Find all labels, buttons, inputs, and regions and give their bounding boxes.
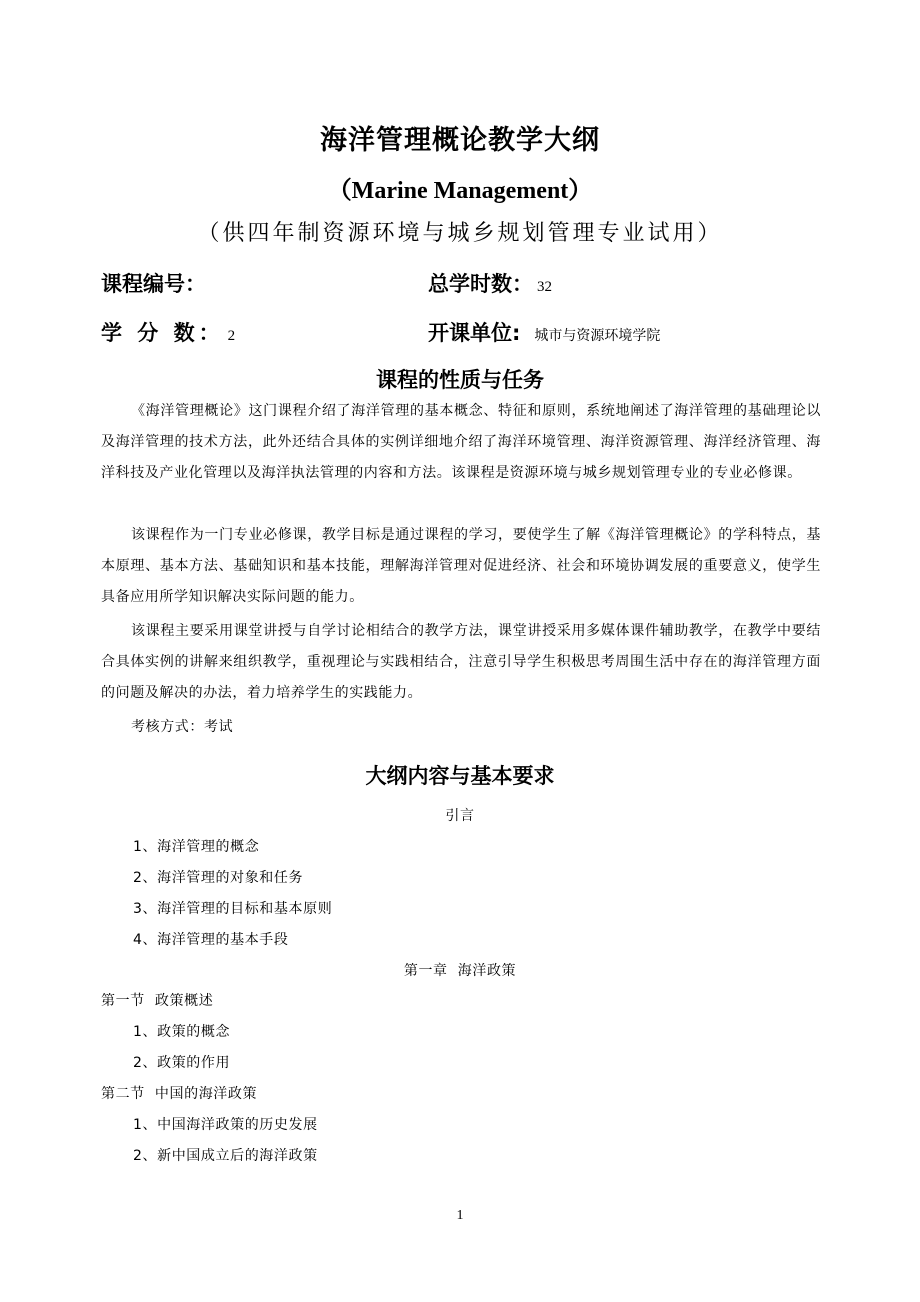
list-item: 2、海洋管理的对象和任务 (133, 870, 304, 886)
credits-label: 学 分 数： (101, 321, 224, 345)
exam-method: 考核方式：考试 (131, 719, 234, 735)
paragraph-3: 该课程主要采用课堂讲授与自学讨论相结合的教学方法，课堂讲授采用多媒体课件辅助教学，在教学中要结合具体实例的讲解来组织教学，重视理论与实践相结合，注意引导学生积极思考周围生活中存在的海洋管理方面的问题及解决的办法，着力培养学生的实践能力。 (101, 623, 821, 701)
list-item: 1、政策的概念 (133, 1024, 231, 1040)
paragraph-2: 该课程作为一门专业必修课，教学目标是通过课程的学习，要使学生了解《海洋管理概论》的学科特点，基本原理、基本方法、基础知识和基本技能，理解海洋管理对促进经济、社会和环境协调发展的重要意义，使学生具备应用所学知识解决实际问题的能力。 (101, 527, 821, 605)
total-hours-value: 32 (537, 279, 552, 295)
intro-heading: 引言 (445, 808, 475, 824)
department-value: 城市与资源环境学院 (534, 328, 661, 344)
usage-note: （供四年制资源环境与城乡规划管理专业试用） (197, 221, 723, 246)
chapter-1-section-1: 第一节 政策概述 (101, 993, 214, 1009)
paragraph-1: 《海洋管理概论》这门课程介绍了海洋管理的基本概念、特征和原则，系统地阐述了海洋管理的基础理论以及海洋管理的技术方法，此外还结合具体的实例详细地介绍了海洋环境管理、海洋资源管理、海洋经济管理、海洋科技及产业化管理以及海洋执法管理的内容和方法。该课程是资源环境与城乡规划管理专业的专业必修课。 (101, 403, 821, 481)
section-heading-nature: 课程的性质与任务 (376, 368, 544, 392)
course-code-label: 课程编号： (101, 272, 206, 296)
list-item: 1、海洋管理的概念 (133, 839, 260, 855)
chapter-1-section-2: 第二节 中国的海洋政策 (101, 1086, 258, 1102)
department-label: 开课单位: (428, 321, 521, 345)
course-code (101, 268, 206, 298)
list-item: 2、新中国成立后的海洋政策 (133, 1148, 318, 1164)
list-item: 2、政策的作用 (133, 1055, 231, 1071)
list-item: 3、海洋管理的目标和基本原则 (133, 901, 333, 917)
total-hours-label: 总学时数： (428, 272, 533, 296)
chapter-1-heading: 第一章 海洋政策 (403, 963, 517, 979)
credits (101, 317, 239, 347)
page-number: 1 (456, 1208, 464, 1223)
section-heading-outline: 大纲内容与基本要求 (365, 764, 555, 788)
list-item: 4、海洋管理的基本手段 (133, 932, 289, 948)
total-hours (428, 268, 552, 298)
list-item: 1、中国海洋政策的历史发展 (133, 1117, 318, 1133)
document-title: 海洋管理概论教学大纲 (320, 125, 600, 156)
department (428, 317, 660, 347)
document-subtitle: （Marine Management） (327, 178, 593, 204)
credits-value: 2 (227, 328, 240, 344)
